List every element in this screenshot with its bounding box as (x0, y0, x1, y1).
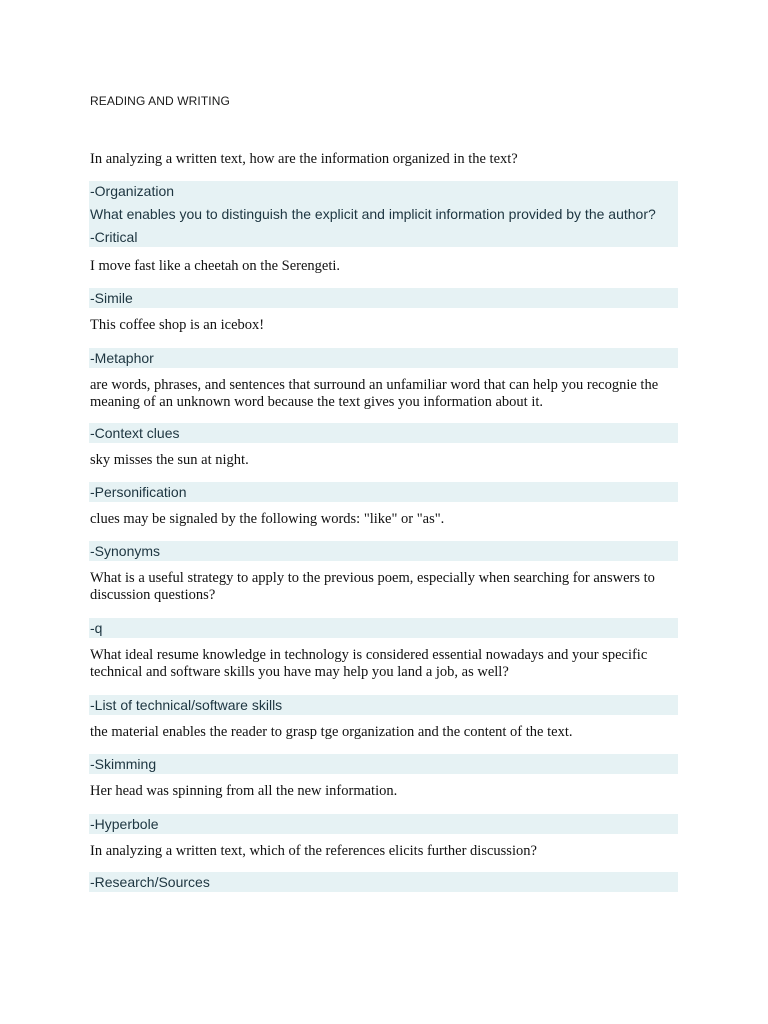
question-2: What enables you to distinguish the explicit and implicit information provided by the author? (89, 201, 678, 227)
question-3: I move fast like a cheetah on the Serengeti. (90, 257, 341, 274)
question-1: In analyzing a written text, how are the information organized in the text? (90, 151, 518, 167)
answer-12: -Research/Sources (89, 872, 678, 892)
answer-10: -Skimming (89, 754, 678, 774)
question-10: the material enables the reader to grasp tge organization and the content of the text. (90, 723, 573, 740)
answer-3: -Simile (89, 288, 678, 308)
answer-1: -Organization (89, 181, 678, 201)
question-4: This coffee shop is an icebox! (90, 317, 265, 333)
document-title: READING AND WRITING (90, 94, 230, 108)
qa-list (90, 150, 678, 892)
answer-2: -Critical (89, 227, 678, 247)
answer-4: -Metaphor (89, 348, 678, 368)
question-6: sky misses the sun at night. (90, 451, 249, 468)
answer-11: -Hyperbole (89, 814, 678, 834)
answer-9: -List of technical/software skills (89, 695, 678, 715)
question-5: are words, phrases, and sentences that surround an unfamiliar word that can help you recognie the meaning of an unknown word because the text gives you information about it. (90, 376, 659, 410)
question-11: Her head was spinning from all the new information. (90, 783, 398, 799)
answer-8: -q (89, 618, 678, 638)
question-9: What ideal resume knowledge in technology is considered essential nowadays and your specific technical and software skills you have may help you land a job, as well? (90, 646, 648, 680)
question-12: In analyzing a written text, which of the references elicits further discussion? (90, 842, 537, 859)
answer-5: -Context clues (89, 423, 678, 443)
question-8: What is a useful strategy to apply to the previous poem, especially when searching for answers to discussion questions? (90, 569, 655, 603)
answer-7: -Synonyms (89, 541, 678, 561)
answer-6: -Personification (89, 482, 678, 502)
question-7: clues may be signaled by the following words: "like" or "as". (90, 511, 445, 527)
